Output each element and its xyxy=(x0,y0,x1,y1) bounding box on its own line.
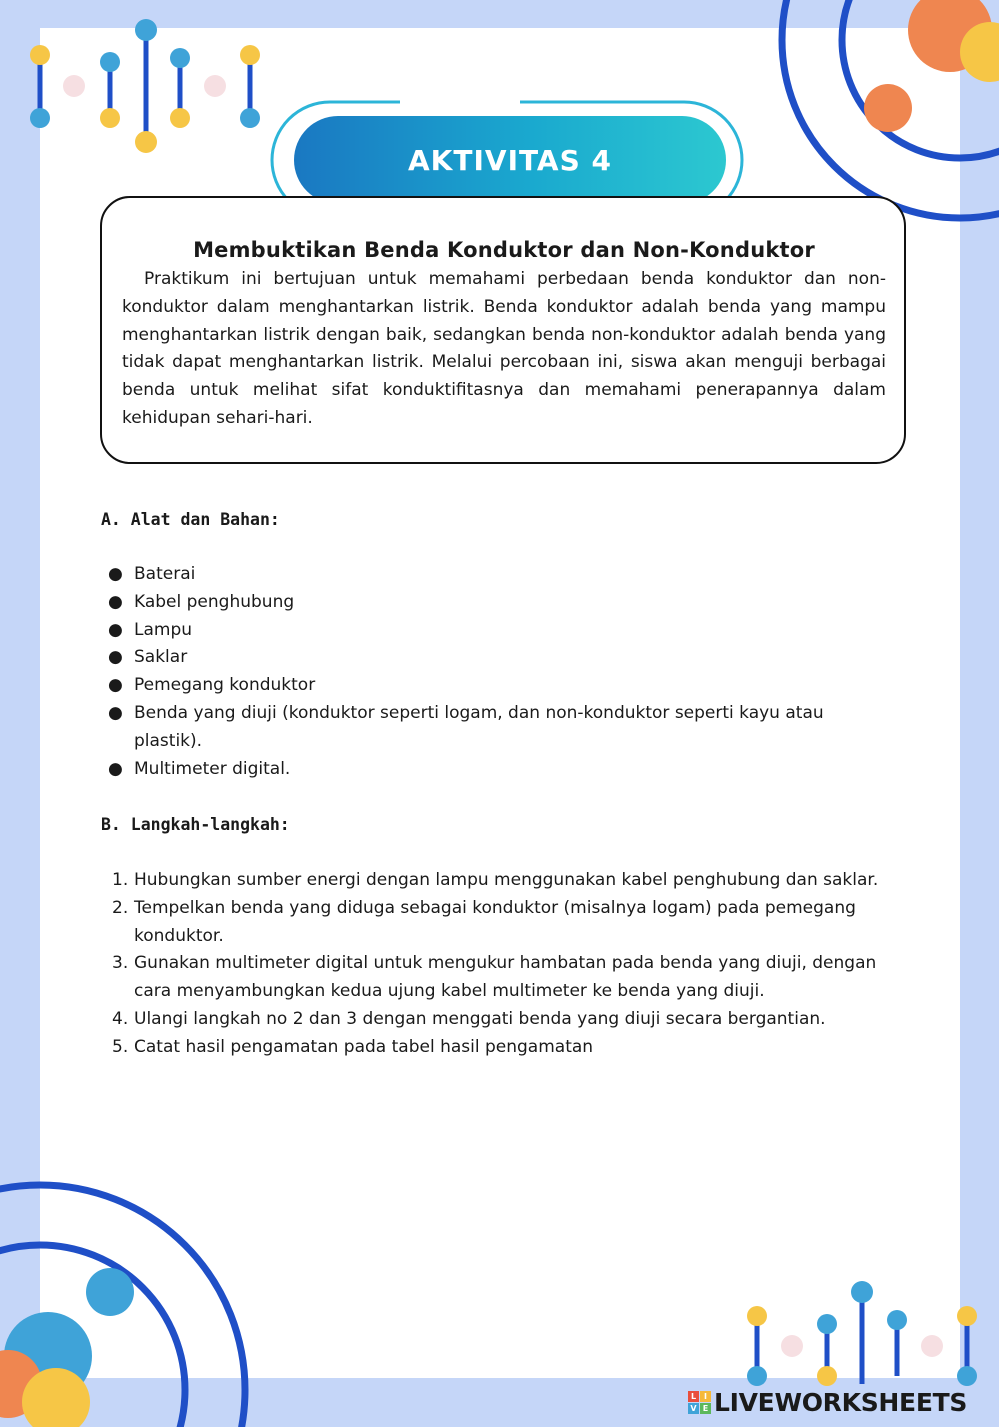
list-item: 5. Catat hasil pengamatan pada tabel hasil pengamatan xyxy=(112,1034,902,1062)
activity-title: AKTIVITAS 4 xyxy=(294,116,726,204)
list-item: ● Pemegang konduktor xyxy=(106,672,886,700)
bullet-icon: ● xyxy=(108,564,123,584)
step-number: 3. xyxy=(112,953,129,974)
list-item: ● Benda yang diuji (konduktor seperti logam, dan non-konduktor seperti kayu atau plastik). xyxy=(106,700,886,756)
logo-text: LIVEWORKSHEETS xyxy=(714,1387,968,1417)
list-item: ● Kabel penghubung xyxy=(106,589,886,617)
bullet-icon: ● xyxy=(108,758,123,779)
steps-heading: B. Langkah-langkah: xyxy=(101,815,290,834)
bottom-right-molecule-icon xyxy=(747,1281,977,1386)
liveworksheets-logo[interactable] xyxy=(688,1384,967,1420)
bullet-icon: ● xyxy=(108,619,123,640)
bullet-icon: ● xyxy=(108,702,123,723)
top-right-arcs-icon xyxy=(782,0,999,218)
bottom-left-arcs-icon xyxy=(0,1185,245,1427)
bullet-icon: ● xyxy=(108,675,123,696)
list-item: 1. Hubungkan sumber energi dengan lampu menggunakan kabel penghubung dan saklar. xyxy=(112,867,902,895)
tools-list xyxy=(106,561,886,783)
step-number: 4. xyxy=(112,1008,129,1029)
list-item: 4. Ulangi langkah no 2 dan 3 dengan menggati benda yang diuji secara bergantian. xyxy=(112,1006,902,1034)
list-item: ● Baterai xyxy=(106,561,886,589)
step-number: 1. xyxy=(112,870,129,890)
top-left-molecule-icon xyxy=(30,19,260,153)
bullet-icon: ● xyxy=(108,647,123,668)
steps-list xyxy=(112,867,902,1062)
list-item: 2. Tempelkan benda yang diduga sebagai konduktor (misalnya logam) pada pemegang konduktor. xyxy=(112,895,902,951)
list-item: ● Lampu xyxy=(106,617,886,645)
tools-heading: A. Alat dan Bahan: xyxy=(101,510,280,529)
intro-paragraph: Praktikum ini bertujuan untuk memahami perbedaan benda konduktor dan non-konduktor dalam menghantarkan listrik. Benda konduktor adalah benda yang mampu menghantarkan listrik dengan baik, sedangkan benda non-konduktor adalah benda yang tidak dapat menghantarkan listrik. Melalui percobaan ini, siswa akan menguji berbagai benda untuk melihat sifat konduktifitasnya dan memahami penerapannya dalam kehidupan sehari-hari. xyxy=(122,269,886,428)
list-item: 3. Gunakan multimeter digital untuk mengukur hambatan pada benda yang diuji, dengan cara menyambungkan kedua ujung kabel multimeter ke benda yang diuji. xyxy=(112,950,902,1006)
intro-heading: Membuktikan Benda Konduktor dan Non-Konduktor xyxy=(193,238,815,262)
step-number: 2. xyxy=(112,897,129,918)
list-item: ● Saklar xyxy=(106,644,886,672)
liveworksheets-logo-icon: L I V E xyxy=(688,1391,711,1414)
step-number: 5. xyxy=(112,1036,129,1057)
list-item: ● Multimeter digital. xyxy=(106,756,886,784)
bullet-icon: ● xyxy=(108,591,123,612)
